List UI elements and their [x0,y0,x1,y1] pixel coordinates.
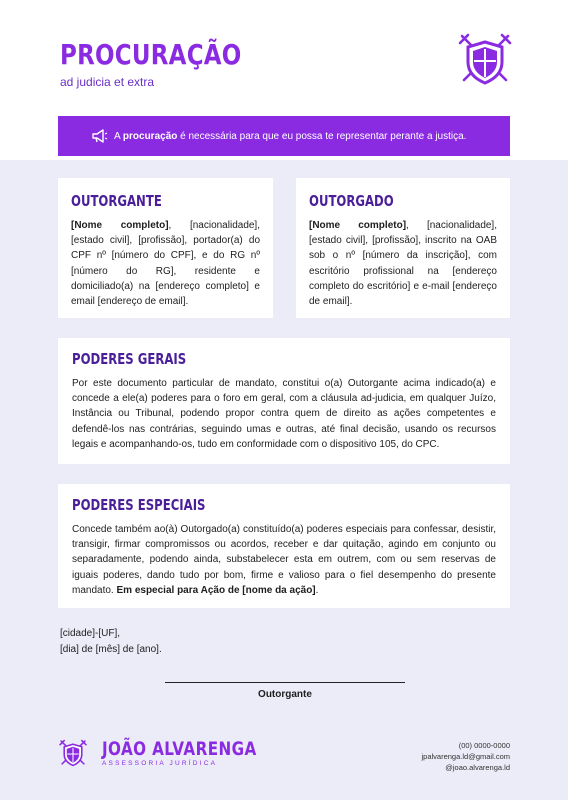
footer-contact [422,740,511,773]
signature-line [165,682,405,683]
banner-text: A procuração é necessária para que eu possa te representar perante a justiça. [114,130,467,142]
poderes-especiais-card [58,484,510,608]
contact-phone: (00) 0000-0000 [458,741,510,750]
footer-tagline: ASSESSORIA JURÍDICA [102,760,218,767]
poderes-especiais-text: Concede também ao(à) Outorgado(a) constituído(a) poderes especiais para confessar, desistir, transigir, firmar compromissos ou acordos, receber e dar quitação, agindo em conjunto ou separadamente, podendo ainda, substabelecer esta em outrem, com ou sem reservas de iguais poderes, dando tudo por bom, firme e valioso para o fiel desempenho do presente mandato. Em especial para Ação de [nome da ação]. [72,524,496,596]
date-line: [dia] de [mês] de [ano]. [60,643,162,655]
shield-swords-icon [456,32,514,86]
outorgado-text: [Nome completo], [nacionalidade], [estado civil], [profissão], inscrito na OAB sob o nº [número da inscrição], com escritório profissional na [endereço completo do escritório] e e-mail [endereço de email]. [309,220,497,308]
shield-swords-icon [58,738,88,768]
page-title: PROCURAÇÃO [60,38,242,71]
place-date [60,626,162,657]
info-banner [58,116,510,156]
outorgante-text: [Nome completo], [nacionalidade], [estado civil], [profissão], portador(a) do CPF nº [número do CPF], e do RG nº [número do RG], residente e domiciliado(a) na [endereço completo] e email [endereço de email]. [71,220,260,308]
outorgado-card [296,178,510,318]
contact-instagram[interactable]: @joao.alvarenga.ld [445,763,510,772]
outorgante-card [58,178,273,318]
place-line: [cidade]-[UF], [60,628,121,639]
poderes-especiais-heading: PODERES ESPECIAIS [72,496,206,514]
poderes-gerais-card [58,338,510,464]
megaphone-icon [92,129,108,143]
contact-email[interactable]: jpalvarenga.ld@gmail.com [421,752,510,761]
signature-label: Outorgante [258,689,312,700]
footer-brand-name: JOÃO ALVARENGA [102,738,257,760]
outorgado-heading: OUTORGADO [309,192,394,210]
page-subtitle: ad judicia et extra [60,75,155,89]
poderes-gerais-heading: PODERES GERAIS [72,350,187,368]
outorgante-heading: OUTORGANTE [71,192,162,210]
poderes-gerais-text: Por este documento particular de mandato, constitui o(a) Outorgante acima indicado(a) e concede a ele(a) poderes para o foro em geral, com a cláusula ad-judicia, em qualquer Juízo, Instância ou Tribunal, podendo propor contra quem de direito as ações competentes e defendê-los nas contrárias, seguindo umas e outras, até final decisão, usando os recursos legais e acompanhando-os, tudo em conformidade com o dispositivo 105, do CPC. [72,378,496,450]
